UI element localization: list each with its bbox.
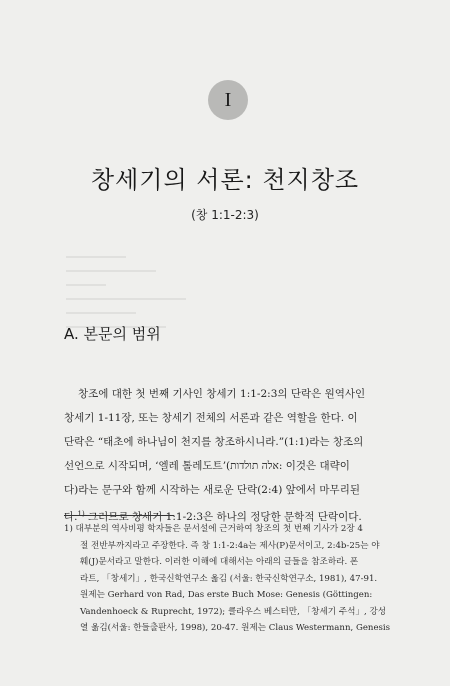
body-line: 다. — [64, 511, 78, 523]
chapter-subtitle: (창 1:1-2:3) — [191, 208, 259, 222]
footnote-line: 절 전반부까지라고 주장한다. 즉 창 1:1-2:4a는 제사(P)문서이고, 2:4b-25는 야 — [80, 540, 380, 551]
chapter-title: 창세기의 서론: 천지창조 — [90, 166, 360, 194]
body-line: 창조에 대한 첫 번째 기사인 창세기 1:1-2:3의 단락은 원역사인 — [78, 388, 366, 400]
body-line: 창세기 1-11장, 또는 창세기 전체의 서론과 같은 역할을 한다. 이 — [64, 412, 358, 424]
footnotes — [64, 521, 391, 637]
section-heading: A. 본문의 범위 — [64, 325, 161, 343]
body-text — [64, 382, 378, 529]
chapter-number: I — [224, 88, 232, 111]
footnote-ref[interactable]: 1) — [77, 510, 85, 518]
footnote-line: Vandenhoeck & Ruprecht, 1972); 클라우스 베스터만, 「창세기 주석」, 강성 — [80, 606, 387, 617]
footnote-line: 라트, 「창세기」, 한국신학연구소 옮김 (서울: 한국신학연구소, 1981), 47-91. — [80, 573, 378, 584]
body-line: 다)라는 문구와 함께 시작하는 새로운 단락(2:4) 앞에서 마무리된 — [64, 484, 360, 496]
footnote-line: 1) 대부분의 역사비평 학자들은 문서설에 근거하여 창조의 첫 번째 기사가 2장 4 — [64, 524, 363, 534]
footnote-line: 훼(J)문서라고 말한다. 이러한 이해에 대해서는 아래의 글들을 참조하라. 폰 — [80, 557, 359, 567]
footnote-line: 원제는 Gerhard von Rad, Das erste Buch Mose: Genesis (Göttingen: — [80, 590, 373, 600]
footnote-line: 열 옮김(서울: 한들출판사, 1998), 20-47. 원제는 Claus Westermann, Genesis — [80, 623, 391, 633]
footnote-divider — [64, 515, 174, 516]
bleed-through-text — [66, 256, 216, 376]
chapter-number-badge — [208, 80, 248, 120]
body-line: 단락은 “태초에 하나님이 천지를 창조하시니라.”(1:1)라는 창조의 — [64, 436, 364, 448]
body-line: 그러므로 창세기 1:1-2:3은 하나의 정당한 문학적 단락이다. — [84, 511, 362, 523]
body-line: 선언으로 시작되며, ‘엘레 톨레도트’(אלה תולדות: 이것은 대략이 — [64, 460, 350, 472]
